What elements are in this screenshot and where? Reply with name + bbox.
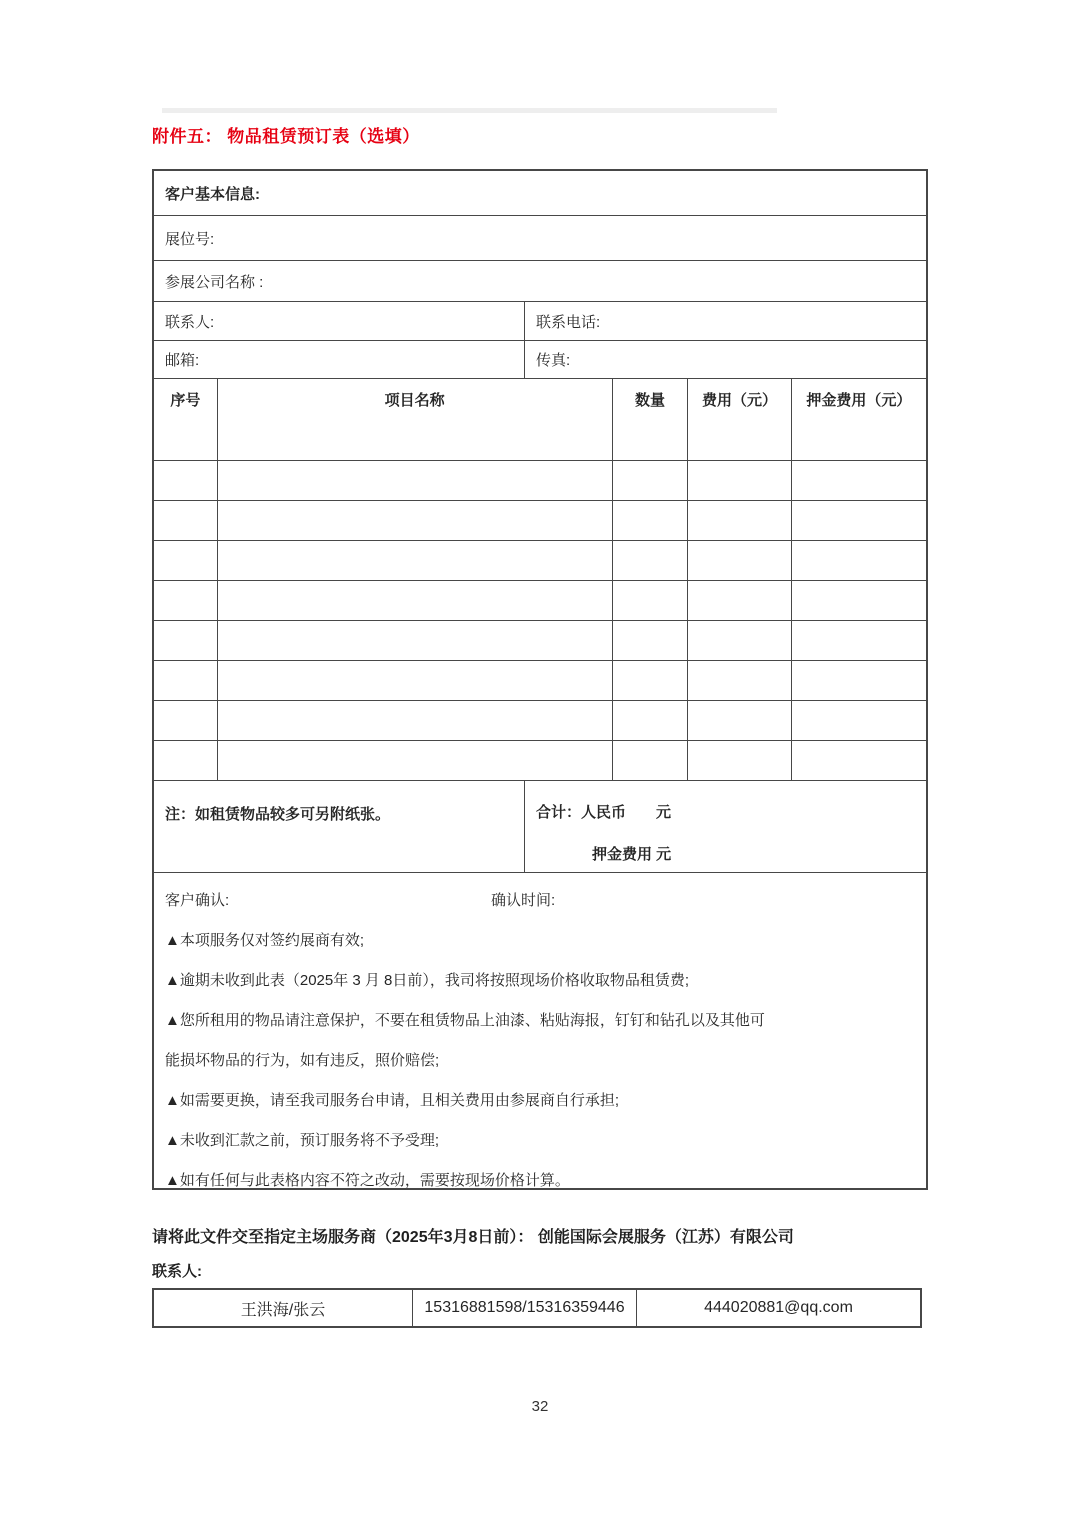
col-header-no: 序号 bbox=[170, 392, 201, 409]
row-section-header bbox=[154, 171, 926, 215]
empty-cell bbox=[154, 420, 217, 460]
col-header-deposit: 押金费用（元） bbox=[791, 379, 926, 420]
document-content bbox=[152, 122, 928, 1328]
empty-cell bbox=[687, 621, 790, 660]
term-line: ▲如有任何与此表格内容不符之改动，需要按现场价格计算。 bbox=[165, 1172, 570, 1188]
empty-cell bbox=[687, 541, 790, 580]
term-line: ▲逾期未收到此表（2025年 3 月 8日前），我司将按照现场价格收取物品租赁费; bbox=[165, 972, 690, 989]
item-row-empty bbox=[154, 420, 926, 460]
empty-cell bbox=[791, 661, 926, 700]
empty-cell bbox=[612, 661, 688, 700]
empty-cell bbox=[687, 581, 790, 620]
confirm-header-line bbox=[165, 881, 915, 921]
empty-cell bbox=[687, 420, 790, 460]
empty-cell bbox=[154, 461, 217, 500]
item-row-empty bbox=[154, 460, 926, 500]
empty-cell bbox=[217, 701, 612, 740]
empty-cell bbox=[687, 461, 790, 500]
empty-cell bbox=[612, 541, 688, 580]
service-contact-name: 王洪海/张云 bbox=[240, 1301, 326, 1319]
empty-cell bbox=[217, 420, 612, 460]
row-confirmation bbox=[154, 872, 926, 1188]
confirm-time-label: 确认时间: bbox=[491, 892, 556, 909]
term-line: ▲如需要更换，请至我司服务台申请，且相关费用由参展商自行承担; bbox=[165, 1092, 620, 1109]
empty-cell bbox=[791, 501, 926, 540]
empty-cell bbox=[217, 581, 612, 620]
empty-cell bbox=[217, 501, 612, 540]
empty-cell bbox=[154, 501, 217, 540]
empty-cell bbox=[154, 661, 217, 700]
item-row-empty bbox=[154, 540, 926, 580]
email-field: 邮箱: bbox=[165, 352, 200, 369]
empty-cell bbox=[612, 621, 688, 660]
service-contact-phone: 15316881598/15316359446 bbox=[412, 1290, 636, 1326]
items-header-row bbox=[154, 378, 926, 420]
row-note-total bbox=[154, 780, 926, 872]
item-row-empty bbox=[154, 620, 926, 660]
submit-instruction: 请将此文件交至指定主场服务商（2025年3月8日前）： 创能国际会展服务（江苏）有限公司 bbox=[152, 1229, 794, 1246]
row-booth bbox=[154, 215, 926, 260]
rental-form-table bbox=[152, 169, 928, 1190]
empty-cell bbox=[217, 621, 612, 660]
item-row-empty bbox=[154, 500, 926, 540]
empty-cell bbox=[791, 581, 926, 620]
scan-artifact bbox=[162, 108, 777, 113]
empty-cell bbox=[791, 741, 926, 780]
col-header-item-name: 项目名称 bbox=[217, 379, 612, 420]
col-header-qty: 数量 bbox=[612, 379, 688, 420]
empty-cell bbox=[687, 501, 790, 540]
phone-field: 联系电话: bbox=[524, 302, 926, 340]
confirmation-cell bbox=[154, 873, 926, 1188]
items-empty-rows bbox=[154, 420, 926, 780]
empty-cell bbox=[612, 420, 688, 460]
term-line: ▲本项服务仅对签约展商有效; bbox=[165, 932, 365, 949]
empty-cell bbox=[612, 461, 688, 500]
item-row-empty bbox=[154, 660, 926, 700]
empty-cell bbox=[791, 701, 926, 740]
deposit-total-line: 押金费用 元 bbox=[592, 846, 672, 863]
empty-cell bbox=[154, 621, 217, 660]
item-row-empty bbox=[154, 700, 926, 740]
term-line: ▲未收到汇款之前，预订服务将不予受理; bbox=[165, 1132, 440, 1149]
term-line: 能损坏物品的行为，如有违反，照价赔偿; bbox=[165, 1052, 440, 1069]
item-row-empty bbox=[154, 740, 926, 780]
footer-contact-label: 联系人: bbox=[152, 1263, 202, 1280]
total-unit: 元 bbox=[656, 804, 672, 821]
empty-cell bbox=[217, 461, 612, 500]
empty-cell bbox=[612, 501, 688, 540]
empty-cell bbox=[154, 741, 217, 780]
page-title: 附件五： 物品租赁预订表（选填） bbox=[152, 127, 420, 146]
term-line: ▲您所租用的物品请注意保护，不要在租赁物品上油漆、粘贴海报，钉钉和钻孔以及其他可 bbox=[165, 1012, 765, 1029]
page-number: 32 bbox=[531, 1398, 549, 1415]
col-header-fee: 费用（元） bbox=[687, 379, 790, 420]
total-line1 bbox=[536, 803, 671, 823]
empty-cell bbox=[154, 701, 217, 740]
fax-field: 传真: bbox=[524, 341, 926, 378]
service-contact-table bbox=[152, 1288, 922, 1328]
empty-cell bbox=[687, 741, 790, 780]
row-company bbox=[154, 260, 926, 301]
section-header-label: 客户基本信息: bbox=[165, 185, 260, 203]
empty-cell bbox=[154, 581, 217, 620]
empty-cell bbox=[154, 541, 217, 580]
empty-cell bbox=[791, 621, 926, 660]
empty-cell bbox=[687, 661, 790, 700]
total-cell bbox=[524, 781, 926, 872]
total-label: 合计：人民币 bbox=[536, 804, 627, 821]
empty-cell bbox=[612, 581, 688, 620]
empty-cell bbox=[217, 741, 612, 780]
empty-cell bbox=[687, 701, 790, 740]
item-row-empty bbox=[154, 580, 926, 620]
company-field: 参展公司名称 : bbox=[165, 273, 264, 291]
empty-cell bbox=[217, 541, 612, 580]
empty-cell bbox=[791, 420, 926, 460]
empty-cell bbox=[791, 541, 926, 580]
service-contact-email: 444020881@qq.com bbox=[636, 1290, 920, 1326]
empty-cell bbox=[612, 701, 688, 740]
empty-cell bbox=[217, 661, 612, 700]
customer-confirm-label: 客户确认: bbox=[165, 892, 230, 909]
empty-cell bbox=[791, 461, 926, 500]
note-text: 注：如租赁物品较多可另附纸张。 bbox=[165, 806, 391, 823]
contact-field: 联系人: bbox=[165, 313, 215, 331]
row-contact-phone bbox=[154, 301, 926, 340]
empty-cell bbox=[612, 741, 688, 780]
booth-field: 展位号: bbox=[165, 230, 215, 248]
row-email-fax bbox=[154, 340, 926, 378]
